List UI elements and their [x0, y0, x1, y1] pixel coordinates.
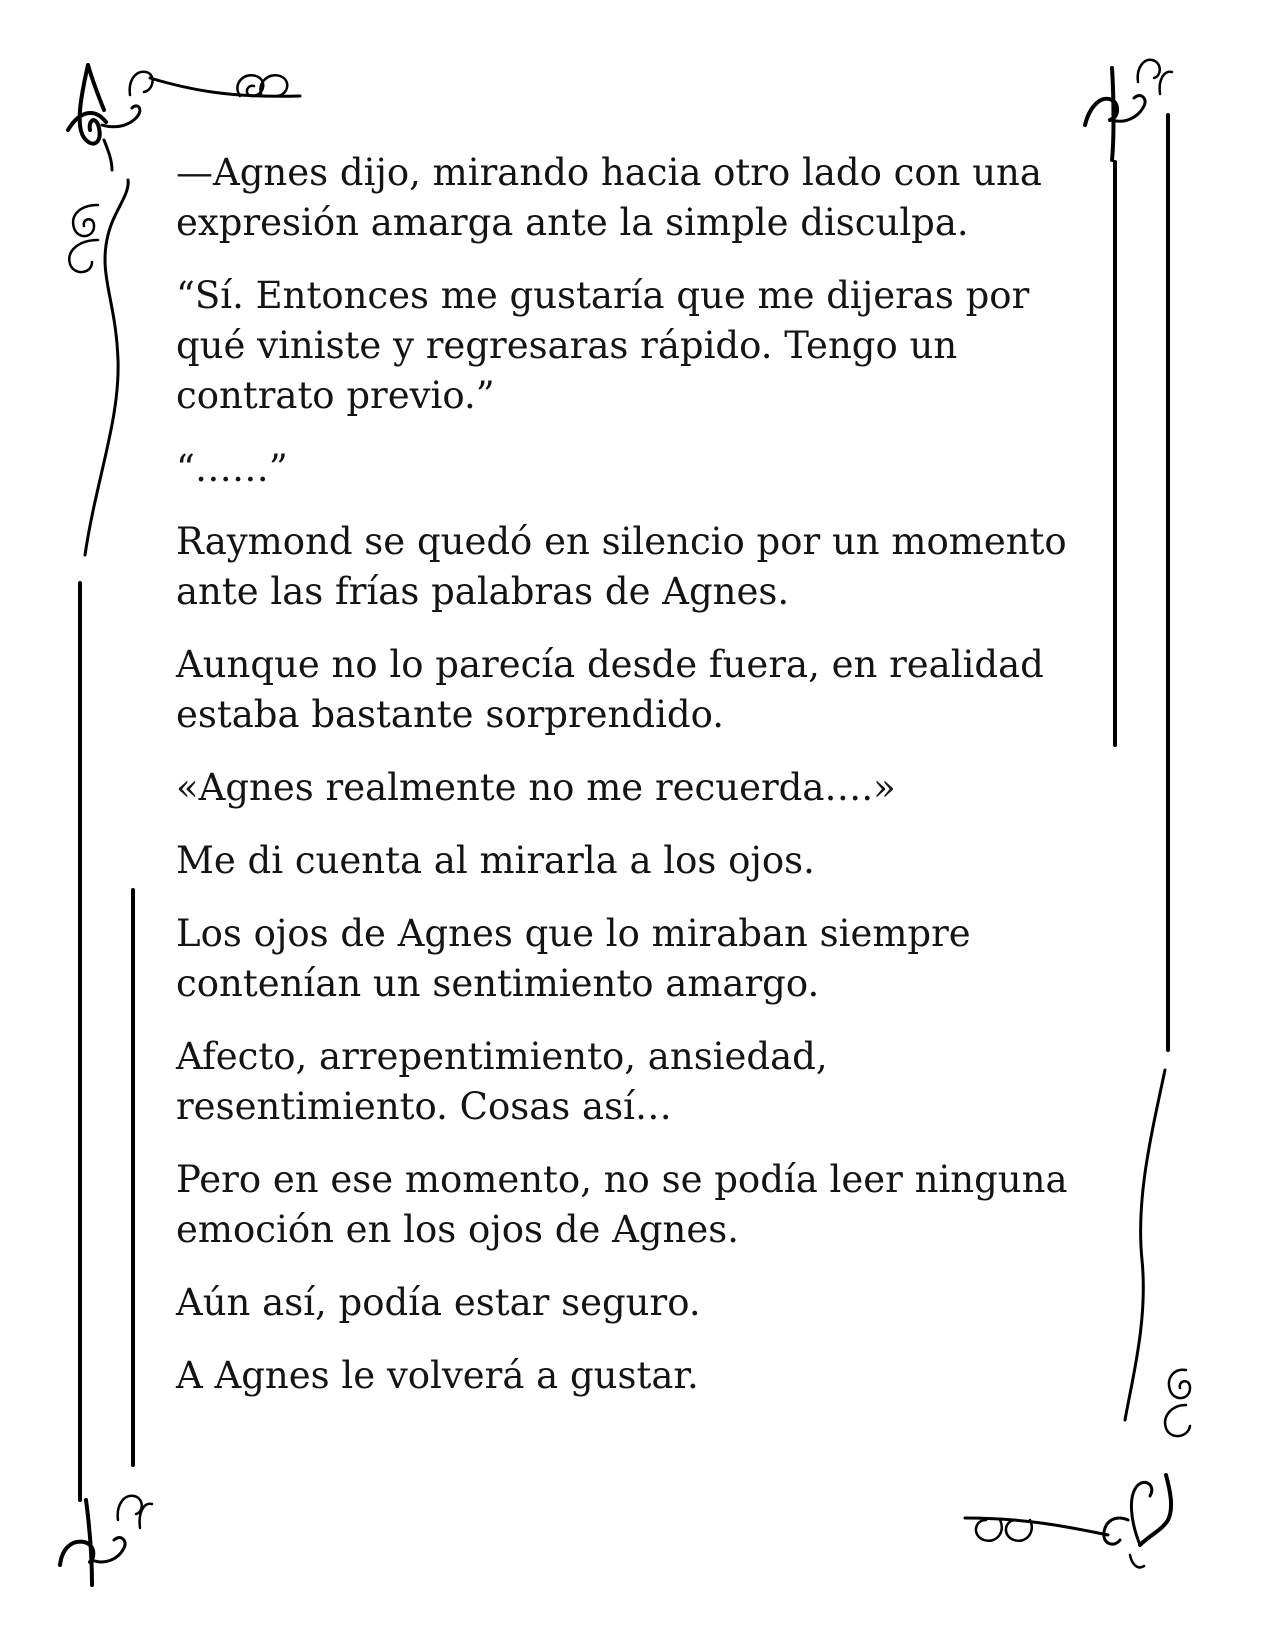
paragraph: Afecto, arrepentimiento, ansiedad, resentimiento. Cosas así…	[176, 1035, 828, 1128]
paragraph: “……”	[176, 447, 288, 490]
page-text	[176, 148, 1096, 1424]
paragraph: A Agnes le volverá a gustar.	[176, 1354, 699, 1397]
paragraph: Me di cuenta al mirarla a los ojos.	[176, 839, 815, 882]
paragraph: Aún así, podía estar seguro.	[176, 1281, 701, 1324]
paragraph: Pero en ese momento, no se podía leer ninguna emoción en los ojos de Agnes.	[176, 1158, 1068, 1251]
bottom-left-flourish-ornament	[60, 1496, 152, 1585]
paragraph: Raymond se quedó en silencio por un momento ante las frías palabras de Agnes.	[176, 520, 1067, 613]
paragraph: “Sí. Entonces me gustaría que me dijeras por qué viniste y regresaras rápido. Tengo un contrato previo.”	[176, 274, 1030, 417]
paragraph: Aunque no lo parecía desde fuera, en realidad estaba bastante sorprendido.	[176, 643, 1044, 736]
paragraph: —Agnes dijo, mirando hacia otro lado con una expresión amarga ante la simple disculpa.	[176, 151, 1042, 244]
top-right-flourish-ornament	[1085, 60, 1172, 160]
paragraph: «Agnes realmente no me recuerda….»	[176, 766, 896, 809]
paragraph: Los ojos de Agnes que lo miraban siempre contenían un sentimiento amargo.	[176, 912, 971, 1005]
